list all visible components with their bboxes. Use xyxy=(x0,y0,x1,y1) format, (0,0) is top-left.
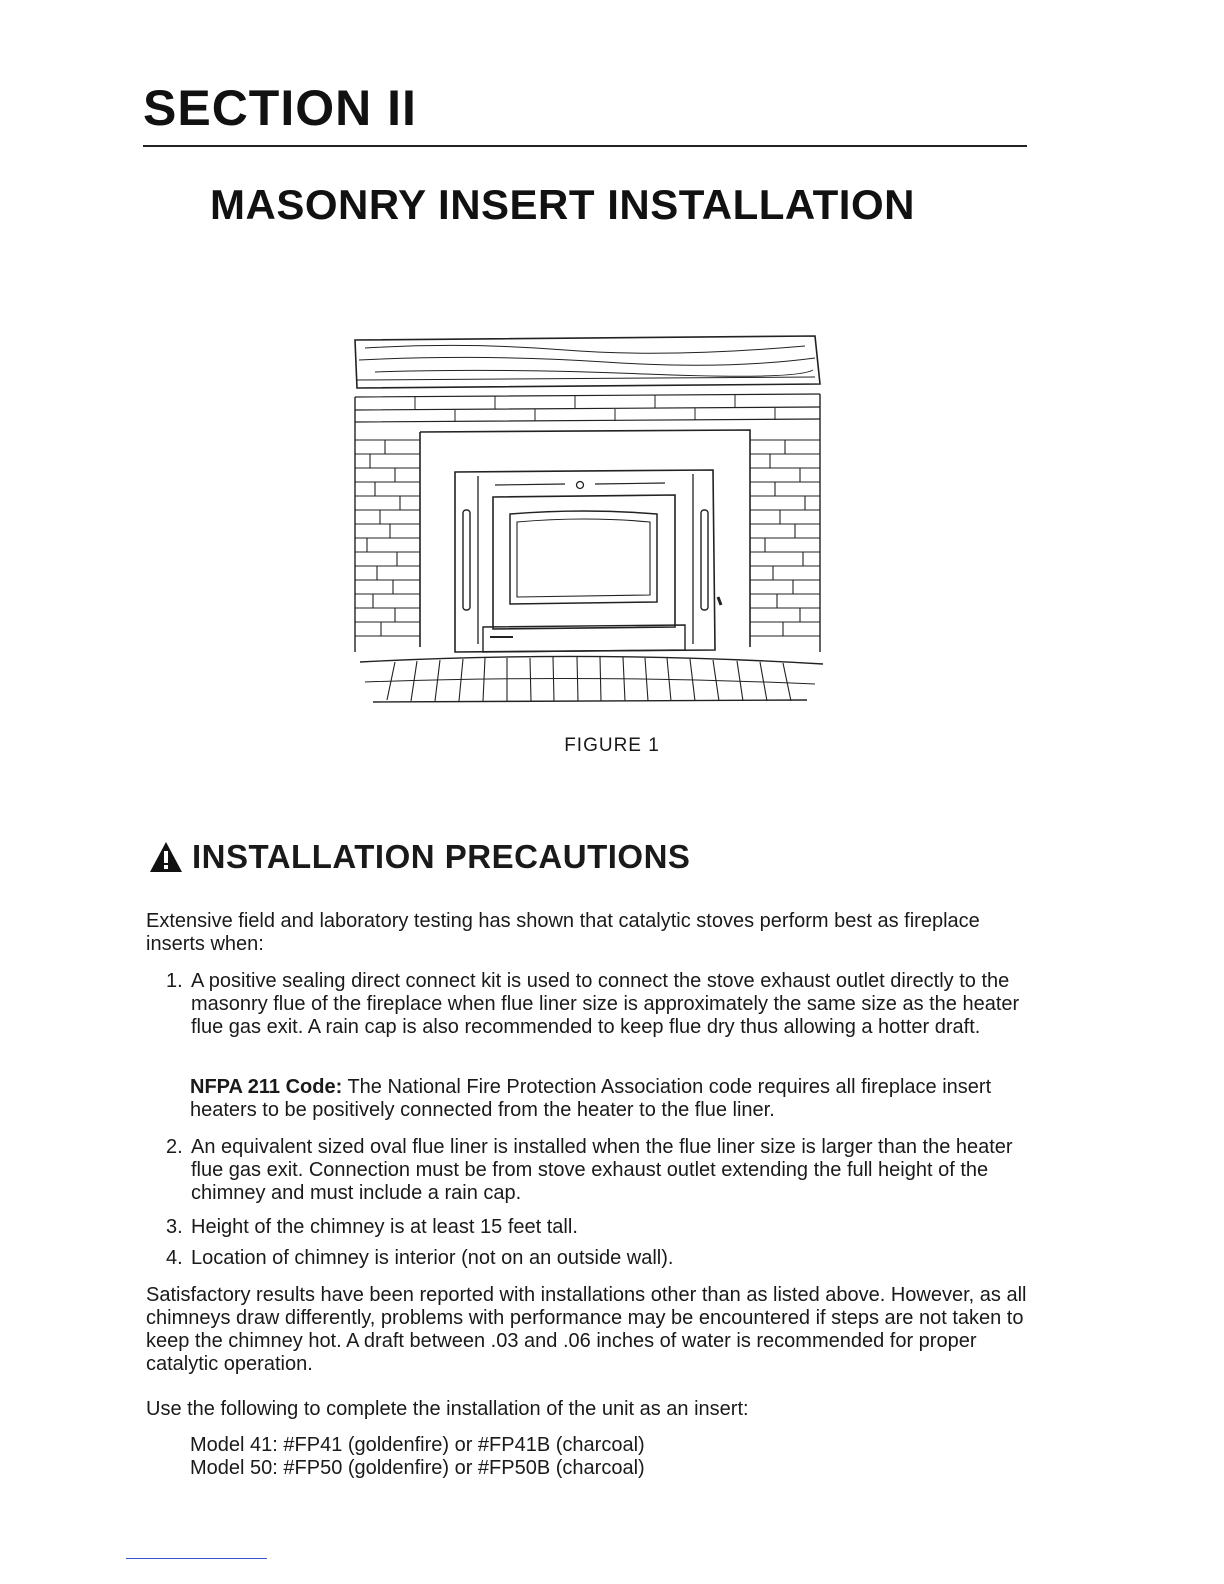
nfpa-note xyxy=(190,1076,1030,1122)
list-item xyxy=(166,1247,1030,1270)
model-line: Model 41: #FP41 (goldenfire) or #FP41B (charcoal) xyxy=(190,1434,645,1456)
list-text: An equivalent sized oval flue liner is installed when the flue liner size is larger than the heater flue gas exit. Connection must be from stove exhaust outlet extending the full height of the chimney and must include a rain cap. xyxy=(191,1136,1013,1204)
list-number: 3. xyxy=(166,1216,183,1238)
page-title: MASONRY INSERT INSTALLATION xyxy=(210,181,915,228)
list-number: 2. xyxy=(166,1136,183,1158)
list-number: 1. xyxy=(166,970,183,992)
footer-rule xyxy=(126,1558,267,1559)
model-line: Model 50: #FP50 (goldenfire) or #FP50B (charcoal) xyxy=(190,1457,645,1479)
precautions-intro: Extensive field and laboratory testing has shown that catalytic stoves perform best as fireplace inserts when: xyxy=(146,910,980,955)
section-divider xyxy=(143,145,1027,147)
list-number: 4. xyxy=(166,1247,183,1269)
list-text: A positive sealing direct connect kit is used to connect the stove exhaust outlet directly to the masonry flue of the fireplace when flue liner size is approximately the same size as the heater flue gas exit. A rain cap is also recommended to keep flue dry thus allowing a hotter draft. xyxy=(191,970,1020,1038)
fireplace-insert-figure xyxy=(345,322,835,717)
precautions-title: INSTALLATION PRECAUTIONS xyxy=(192,838,691,875)
list-text: Location of chimney is interior (not on an outside wall). xyxy=(191,1247,674,1269)
results-paragraph: Satisfactory results have been reported with installations other than as listed above. However, as all chimneys draw differently, problems with performance may be encountered if steps are not taken to keep the chimney hot. A draft between .03 and .06 inches of water is recommended for proper catalytic operation. xyxy=(146,1284,1027,1375)
nfpa-label: NFPA 211 Code: xyxy=(190,1076,343,1098)
list-item xyxy=(166,1216,1030,1239)
list-item xyxy=(166,1136,1030,1205)
section-title: SECTION II xyxy=(143,80,417,136)
warning-triangle-icon xyxy=(148,840,184,874)
figure-caption: FIGURE 1 xyxy=(564,735,660,756)
precautions-heading xyxy=(148,832,690,882)
list-item xyxy=(166,970,1030,1039)
nfpa-text: The National Fire Protection Association code requires all fireplace insert heaters to be positively connected from the heater to the flue liner. xyxy=(190,1076,992,1121)
use-following-text: Use the following to complete the installation of the unit as an insert: xyxy=(146,1398,749,1420)
list-text: Height of the chimney is at least 15 feet tall. xyxy=(191,1216,578,1238)
